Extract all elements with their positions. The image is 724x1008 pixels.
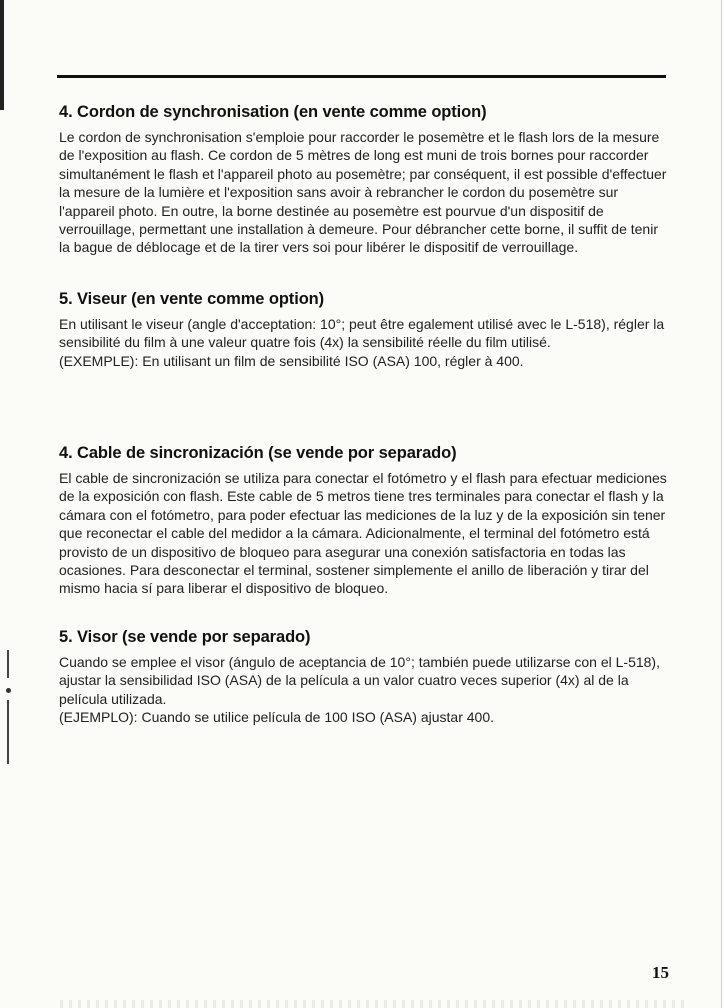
scan-noise bbox=[60, 1000, 684, 1008]
section-body: En utilisant le viseur (angle d'acceptation: 10°; peut être egalement utilisé avec le L-518), régler la sensibilité du film à une valeur quatre fois (4x) la sensibilité réelle du film utilisé. bbox=[59, 316, 665, 351]
page-number: 15 bbox=[652, 963, 669, 982]
section-example: (EJEMPLO): Cuando se utilice película de 100 ISO (ASA) ajustar 400. bbox=[59, 709, 494, 726]
scan-edge-mark bbox=[0, 0, 4, 110]
section-body: El cable de sincronización se utiliza para conectar el fotómetro y el flash para efectuar mediciones de la exposición con flash. Este cable de 5 metros tiene tres terminales para conectar el flash y la cámara con el fotómetro, para poder efectuar las mediciones de la luz y de la exposición sin tener que reconectar el cable del medidor a la cámara. Adicionalmente, el terminal del fotómetro está provisto de un dispositivo de bloqueo para asegurar una conexión satisfactoria en todas las ocasiones. Para desconectar el terminal, sostener simplemente el anillo de liberación y tirar del mismo hacia sí para liberar el dispositivo de bloqueo. bbox=[59, 470, 667, 597]
section-es-sync-cable bbox=[59, 444, 669, 598]
section-heading: 5. Visor (se vende por separado) bbox=[59, 628, 311, 646]
scan-edge-mark bbox=[7, 700, 9, 764]
section-heading: 4. Cordon de synchronisation (en vente comme option) bbox=[59, 103, 487, 121]
page-edge bbox=[721, 0, 722, 1008]
section-body: Cuando se emplee el visor (ángulo de aceptancia de 10°; también puede utilizarse con el L-518), ajustar la sensibilidad ISO (ASA) de la película a un valor cuatro veces superior (4x) al de la película utilizada. bbox=[59, 654, 660, 707]
scan-edge-mark bbox=[7, 650, 9, 678]
scan-edge-dot bbox=[6, 688, 11, 693]
header-rule bbox=[57, 75, 666, 78]
section-heading: 4. Cable de sincronización (se vende por separado) bbox=[59, 444, 457, 462]
section-heading: 5. Viseur (en vente comme option) bbox=[59, 290, 325, 308]
section-example: (EXEMPLE): En utilisant un film de sensibilité ISO (ASA) 100, régler à 400. bbox=[59, 352, 524, 369]
section-es-viewfinder bbox=[59, 628, 669, 727]
section-fr-sync-cord bbox=[59, 103, 669, 257]
section-fr-viewfinder bbox=[59, 290, 669, 370]
section-body: Le cordon de synchronisation s'emploie pour raccorder le posemètre et le flash lors de la mesure de l'exposition au flash. Ce cordon de 5 mètres de long est muni de trois bornes pour raccorder simultanément le flash et l'appareil photo au posemètre; par conséquent, il est possible d'effectuer la mesure de la lumière et l'exposition sans avoir à rebrancher le cordon du posemètre sur l'appareil photo. En outre, la borne destinée au posemètre est pourvue d'un dispositif de verrouillage, permettant une installation à demeure. Pour débrancher cette borne, il suffit de tenir la bague de déblocage et de la tirer vers soi pour libérer le dispositif de verrouillage. bbox=[59, 129, 667, 256]
